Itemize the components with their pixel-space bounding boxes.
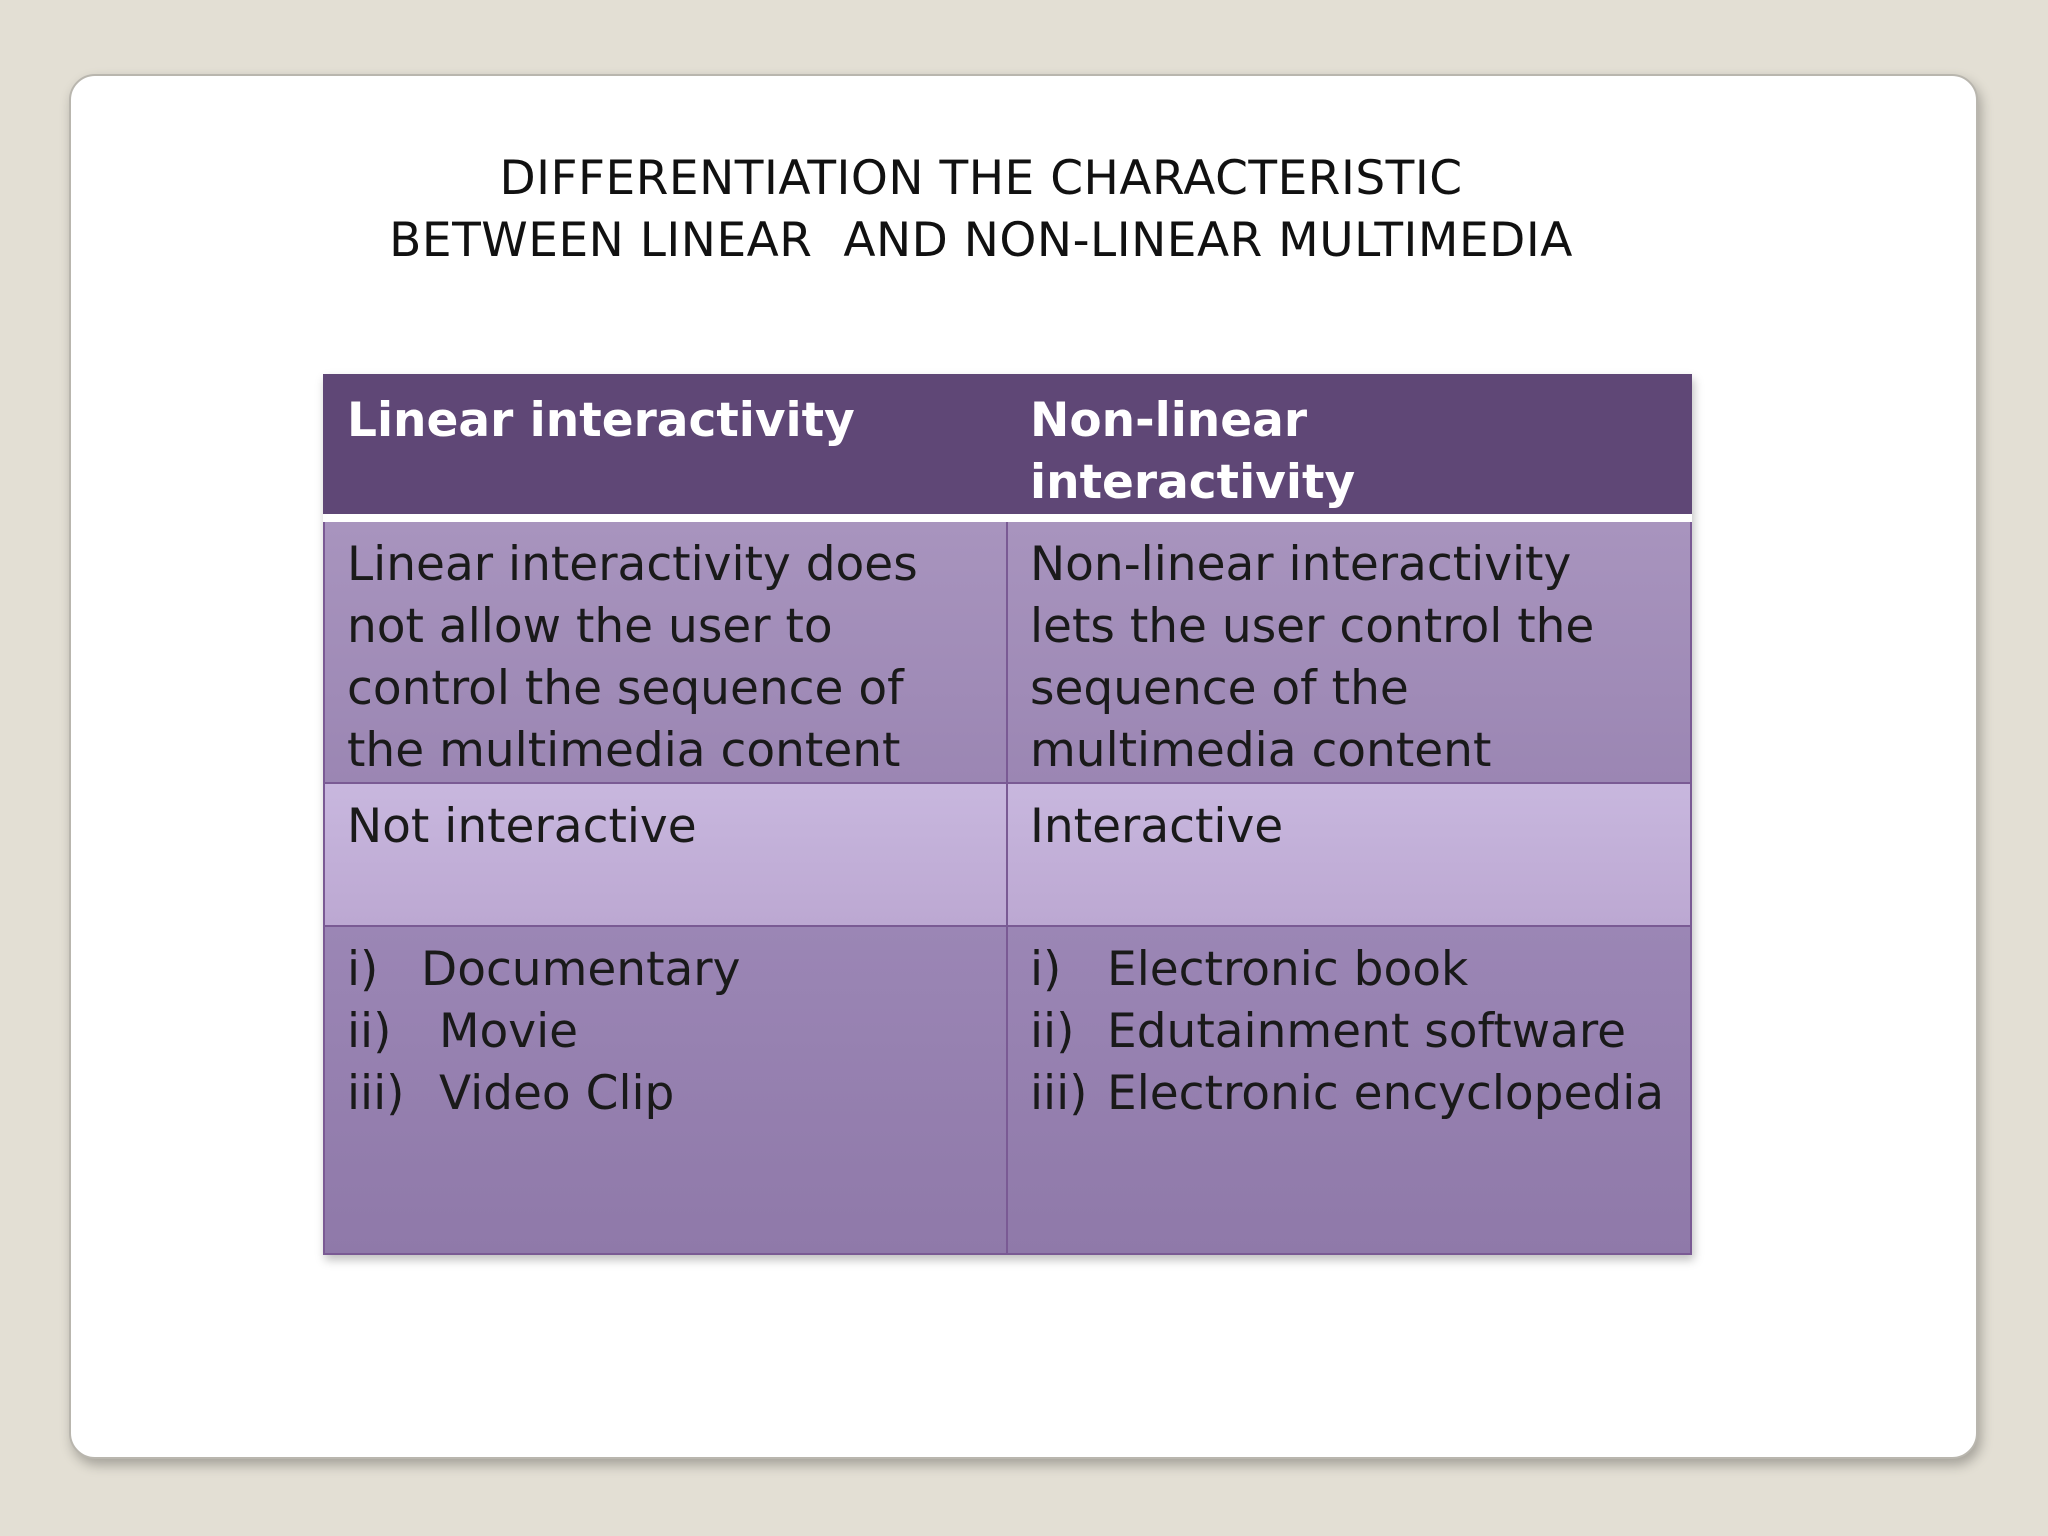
cell-non-linear-description: Non-linear interactivity lets the user control the sequence of the multimedia content — [1007, 518, 1691, 783]
list-item-text: Electronic encyclopedia — [1107, 1066, 1665, 1121]
slide-title-line-1: DIFFERENTIATION THE CHARACTERISTIC — [499, 151, 1463, 206]
list-marker: i) — [347, 942, 379, 997]
cell-linear-interactivity: Not interactive — [324, 783, 1007, 926]
list-item — [347, 939, 986, 1001]
list-marker: iii) — [347, 1066, 405, 1121]
list-item — [1030, 1001, 1670, 1063]
list-item — [1030, 1063, 1670, 1125]
table-header-row — [324, 375, 1691, 518]
list-marker: iii) — [1030, 1066, 1088, 1121]
slide-title-line-2: BETWEEN LINEAR AND NON-LINEAR MULTIMEDIA — [389, 213, 1573, 268]
header-linear: Linear interactivity — [324, 375, 1007, 518]
table-row — [324, 926, 1691, 1254]
comparison-table — [323, 374, 1692, 1255]
linear-examples-list — [347, 939, 986, 1125]
non-linear-examples-list — [1030, 939, 1670, 1125]
list-item — [347, 1001, 986, 1063]
cell-linear-description: Linear interactivity does not allow the user to control the sequence of the multimedia content — [324, 518, 1007, 783]
list-item — [347, 1063, 986, 1125]
cell-linear-examples — [324, 926, 1007, 1254]
cell-non-linear-interactivity: Interactive — [1007, 783, 1691, 926]
list-item-text: Edutainment software — [1107, 1004, 1627, 1059]
table-row — [324, 783, 1691, 926]
list-item-text: Video Clip — [439, 1066, 675, 1121]
list-marker: ii) — [347, 1004, 392, 1059]
table-row — [324, 518, 1691, 783]
cell-non-linear-examples — [1007, 926, 1691, 1254]
list-item-text: Movie — [439, 1004, 579, 1059]
list-item-text: Documentary — [421, 942, 741, 997]
list-marker: ii) — [1030, 1004, 1075, 1059]
slide-title — [0, 148, 1962, 272]
list-marker: i) — [1030, 942, 1062, 997]
header-non-linear: Non-linear interactivity — [1007, 375, 1691, 518]
list-item-text: Electronic book — [1107, 942, 1469, 997]
list-item — [1030, 939, 1670, 1001]
